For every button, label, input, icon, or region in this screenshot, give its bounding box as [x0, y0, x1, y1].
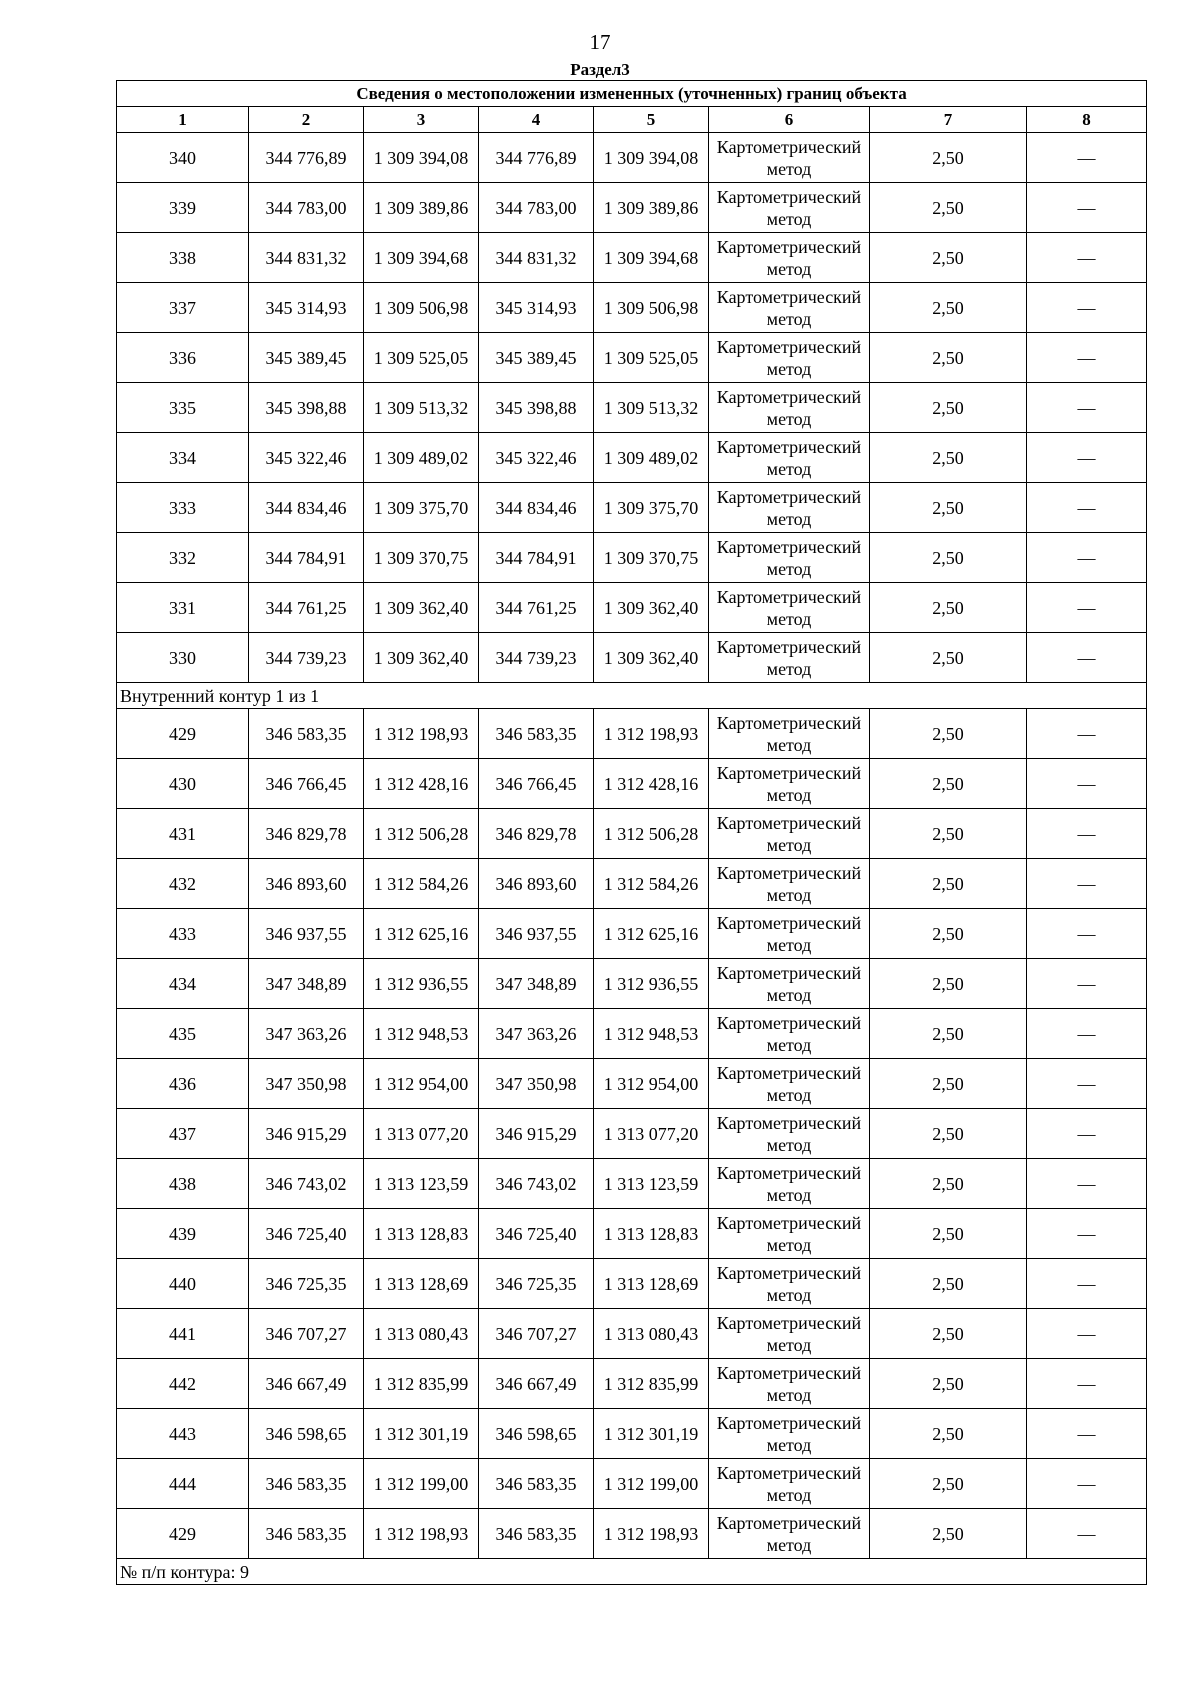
x-existing-cell: 346 915,29	[249, 1109, 364, 1159]
x-existing-cell: 346 829,78	[249, 809, 364, 859]
method-cell: Картометрический метод	[709, 1309, 870, 1359]
x-existing-cell: 345 398,88	[249, 383, 364, 433]
x-existing-cell: 344 783,00	[249, 183, 364, 233]
x-existing-cell: 347 363,26	[249, 1009, 364, 1059]
x-existing-cell: 344 761,25	[249, 583, 364, 633]
method-cell: Картометрический метод	[709, 183, 870, 233]
description-cell: —	[1027, 959, 1147, 1009]
accuracy-cell: 2,50	[870, 759, 1027, 809]
table-row	[117, 283, 1147, 333]
y-existing-cell: 1 309 375,70	[364, 483, 479, 533]
accuracy-cell: 2,50	[870, 633, 1027, 683]
y-new-cell: 1 312 198,93	[594, 709, 709, 759]
y-existing-cell: 1 309 489,02	[364, 433, 479, 483]
x-new-cell: 345 398,88	[479, 383, 594, 433]
point-number-cell: 435	[117, 1009, 249, 1059]
accuracy-cell: 2,50	[870, 1459, 1027, 1509]
point-number-cell: 332	[117, 533, 249, 583]
x-new-cell: 344 761,25	[479, 583, 594, 633]
description-cell: —	[1027, 1159, 1147, 1209]
x-existing-cell: 346 583,35	[249, 709, 364, 759]
table-row	[117, 533, 1147, 583]
description-cell: —	[1027, 583, 1147, 633]
table-row	[117, 483, 1147, 533]
method-cell: Картометрический метод	[709, 1159, 870, 1209]
accuracy-cell: 2,50	[870, 1409, 1027, 1459]
x-new-cell: 346 583,35	[479, 709, 594, 759]
y-new-cell: 1 313 123,59	[594, 1159, 709, 1209]
point-number-cell: 431	[117, 809, 249, 859]
point-number-cell: 434	[117, 959, 249, 1009]
x-new-cell: 346 915,29	[479, 1109, 594, 1159]
column-number: 3	[364, 107, 479, 133]
description-cell: —	[1027, 1309, 1147, 1359]
y-new-cell: 1 313 128,83	[594, 1209, 709, 1259]
x-existing-cell: 346 725,35	[249, 1259, 364, 1309]
y-new-cell: 1 309 506,98	[594, 283, 709, 333]
x-new-cell: 345 322,46	[479, 433, 594, 483]
point-number-cell: 333	[117, 483, 249, 533]
x-new-cell: 344 739,23	[479, 633, 594, 683]
point-number-cell: 429	[117, 709, 249, 759]
method-cell: Картометрический метод	[709, 283, 870, 333]
method-cell: Картометрический метод	[709, 1459, 870, 1509]
x-existing-cell: 346 725,40	[249, 1209, 364, 1259]
x-new-cell: 346 743,02	[479, 1159, 594, 1209]
table-body	[117, 133, 1147, 1559]
y-new-cell: 1 312 948,53	[594, 1009, 709, 1059]
accuracy-cell: 2,50	[870, 909, 1027, 959]
point-number-cell: 335	[117, 383, 249, 433]
x-new-cell: 345 389,45	[479, 333, 594, 383]
y-new-cell: 1 309 370,75	[594, 533, 709, 583]
y-new-cell: 1 309 394,08	[594, 133, 709, 183]
point-number-cell: 337	[117, 283, 249, 333]
x-new-cell: 345 314,93	[479, 283, 594, 333]
x-existing-cell: 345 322,46	[249, 433, 364, 483]
method-cell: Картометрический метод	[709, 633, 870, 683]
x-new-cell: 347 350,98	[479, 1059, 594, 1109]
description-cell: —	[1027, 709, 1147, 759]
method-cell: Картометрический метод	[709, 959, 870, 1009]
table-row	[117, 809, 1147, 859]
table-row	[117, 1209, 1147, 1259]
method-cell: Картометрический метод	[709, 709, 870, 759]
description-cell: —	[1027, 133, 1147, 183]
description-cell: —	[1027, 1259, 1147, 1309]
y-new-cell: 1 313 128,69	[594, 1259, 709, 1309]
x-existing-cell: 345 314,93	[249, 283, 364, 333]
point-number-cell: 437	[117, 1109, 249, 1159]
x-existing-cell: 347 350,98	[249, 1059, 364, 1109]
y-existing-cell: 1 312 428,16	[364, 759, 479, 809]
method-cell: Картометрический метод	[709, 859, 870, 909]
x-existing-cell: 346 893,60	[249, 859, 364, 909]
point-number-cell: 338	[117, 233, 249, 283]
x-existing-cell: 345 389,45	[249, 333, 364, 383]
accuracy-cell: 2,50	[870, 1159, 1027, 1209]
method-cell: Картометрический метод	[709, 1359, 870, 1409]
accuracy-cell: 2,50	[870, 1359, 1027, 1409]
accuracy-cell: 2,50	[870, 859, 1027, 909]
y-new-cell: 1 312 954,00	[594, 1059, 709, 1109]
x-new-cell: 344 834,46	[479, 483, 594, 533]
y-new-cell: 1 312 301,19	[594, 1409, 709, 1459]
y-new-cell: 1 312 199,00	[594, 1459, 709, 1509]
y-new-cell: 1 309 513,32	[594, 383, 709, 433]
y-existing-cell: 1 312 199,00	[364, 1459, 479, 1509]
y-existing-cell: 1 309 394,08	[364, 133, 479, 183]
y-new-cell: 1 309 525,05	[594, 333, 709, 383]
accuracy-cell: 2,50	[870, 233, 1027, 283]
y-new-cell: 1 312 198,93	[594, 1509, 709, 1559]
x-new-cell: 346 766,45	[479, 759, 594, 809]
y-new-cell: 1 312 835,99	[594, 1359, 709, 1409]
x-new-cell: 344 783,00	[479, 183, 594, 233]
method-cell: Картометрический метод	[709, 483, 870, 533]
description-cell: —	[1027, 433, 1147, 483]
x-existing-cell: 346 667,49	[249, 1359, 364, 1409]
x-new-cell: 347 348,89	[479, 959, 594, 1009]
x-new-cell: 346 725,40	[479, 1209, 594, 1259]
x-existing-cell: 347 348,89	[249, 959, 364, 1009]
accuracy-cell: 2,50	[870, 183, 1027, 233]
y-existing-cell: 1 313 128,83	[364, 1209, 479, 1259]
x-existing-cell: 346 598,65	[249, 1409, 364, 1459]
x-new-cell: 346 725,35	[479, 1259, 594, 1309]
point-number-cell: 439	[117, 1209, 249, 1259]
x-existing-cell: 346 707,27	[249, 1309, 364, 1359]
point-number-cell: 440	[117, 1259, 249, 1309]
method-cell: Картометрический метод	[709, 809, 870, 859]
point-number-cell: 340	[117, 133, 249, 183]
y-new-cell: 1 309 362,40	[594, 583, 709, 633]
table-row	[117, 633, 1147, 683]
x-existing-cell: 344 739,23	[249, 633, 364, 683]
description-cell: —	[1027, 1509, 1147, 1559]
point-number-cell: 433	[117, 909, 249, 959]
method-cell: Картометрический метод	[709, 533, 870, 583]
y-new-cell: 1 309 362,40	[594, 633, 709, 683]
y-new-cell: 1 309 375,70	[594, 483, 709, 533]
point-number-cell: 442	[117, 1359, 249, 1409]
description-cell: —	[1027, 1409, 1147, 1459]
table-row	[117, 133, 1147, 183]
method-cell: Картометрический метод	[709, 1009, 870, 1059]
method-cell: Картометрический метод	[709, 233, 870, 283]
point-number-cell: 436	[117, 1059, 249, 1109]
description-cell: —	[1027, 1359, 1147, 1409]
x-existing-cell: 346 583,35	[249, 1459, 364, 1509]
method-cell: Картометрический метод	[709, 1209, 870, 1259]
accuracy-cell: 2,50	[870, 1059, 1027, 1109]
x-new-cell: 346 829,78	[479, 809, 594, 859]
y-existing-cell: 1 312 954,00	[364, 1059, 479, 1109]
y-existing-cell: 1 313 123,59	[364, 1159, 479, 1209]
point-number-cell: 334	[117, 433, 249, 483]
method-cell: Картометрический метод	[709, 759, 870, 809]
point-number-cell: 331	[117, 583, 249, 633]
accuracy-cell: 2,50	[870, 959, 1027, 1009]
description-cell: —	[1027, 633, 1147, 683]
table-row	[117, 1409, 1147, 1459]
accuracy-cell: 2,50	[870, 1309, 1027, 1359]
table-row	[117, 1009, 1147, 1059]
method-cell: Картометрический метод	[709, 333, 870, 383]
point-number-cell: 429	[117, 1509, 249, 1559]
y-existing-cell: 1 309 506,98	[364, 283, 479, 333]
table-row	[117, 1159, 1147, 1209]
y-existing-cell: 1 309 394,68	[364, 233, 479, 283]
description-cell: —	[1027, 1009, 1147, 1059]
accuracy-cell: 2,50	[870, 1209, 1027, 1259]
description-cell: —	[1027, 183, 1147, 233]
method-cell: Картометрический метод	[709, 433, 870, 483]
x-new-cell: 346 598,65	[479, 1409, 594, 1459]
table-row	[117, 1059, 1147, 1109]
x-existing-cell: 346 937,55	[249, 909, 364, 959]
page-number: 17	[589, 30, 611, 54]
table-row	[117, 859, 1147, 909]
y-new-cell: 1 309 389,86	[594, 183, 709, 233]
y-new-cell: 1 313 077,20	[594, 1109, 709, 1159]
accuracy-cell: 2,50	[870, 283, 1027, 333]
y-existing-cell: 1 309 370,75	[364, 533, 479, 583]
y-new-cell: 1 309 489,02	[594, 433, 709, 483]
x-new-cell: 346 583,35	[479, 1459, 594, 1509]
column-number-row	[117, 107, 1147, 133]
method-cell: Картометрический метод	[709, 583, 870, 633]
description-cell: —	[1027, 909, 1147, 959]
table-row	[117, 959, 1147, 1009]
y-existing-cell: 1 309 525,05	[364, 333, 479, 383]
y-new-cell: 1 312 936,55	[594, 959, 709, 1009]
accuracy-cell: 2,50	[870, 383, 1027, 433]
x-new-cell: 346 937,55	[479, 909, 594, 959]
y-new-cell: 1 309 394,68	[594, 233, 709, 283]
y-new-cell: 1 312 625,16	[594, 909, 709, 959]
method-cell: Картометрический метод	[709, 1109, 870, 1159]
contour-heading-row	[117, 683, 1147, 709]
description-cell: —	[1027, 333, 1147, 383]
y-existing-cell: 1 313 080,43	[364, 1309, 479, 1359]
contour-heading: Внутренний контур 1 из 1	[117, 683, 1147, 709]
y-new-cell: 1 312 584,26	[594, 859, 709, 909]
method-cell: Картометрический метод	[709, 133, 870, 183]
table-row	[117, 233, 1147, 283]
method-cell: Картометрический метод	[709, 909, 870, 959]
accuracy-cell: 2,50	[870, 1509, 1027, 1559]
method-cell: Картометрический метод	[709, 1059, 870, 1109]
point-number-cell: 441	[117, 1309, 249, 1359]
x-existing-cell: 346 583,35	[249, 1509, 364, 1559]
x-new-cell: 346 583,35	[479, 1509, 594, 1559]
table-row	[117, 759, 1147, 809]
table-row	[117, 1459, 1147, 1509]
method-cell: Картометрический метод	[709, 1259, 870, 1309]
point-number-cell: 444	[117, 1459, 249, 1509]
table-caption: Сведения о местоположении измененных (уточненных) границ объекта	[117, 81, 1147, 107]
x-existing-cell: 346 743,02	[249, 1159, 364, 1209]
y-existing-cell: 1 312 936,55	[364, 959, 479, 1009]
table-row	[117, 333, 1147, 383]
method-cell: Картометрический метод	[709, 1509, 870, 1559]
description-cell: —	[1027, 759, 1147, 809]
accuracy-cell: 2,50	[870, 583, 1027, 633]
table-row	[117, 1359, 1147, 1409]
y-existing-cell: 1 312 948,53	[364, 1009, 479, 1059]
description-cell: —	[1027, 233, 1147, 283]
y-existing-cell: 1 312 506,28	[364, 809, 479, 859]
y-existing-cell: 1 313 128,69	[364, 1259, 479, 1309]
method-cell: Картометрический метод	[709, 1409, 870, 1459]
y-new-cell: 1 313 080,43	[594, 1309, 709, 1359]
description-cell: —	[1027, 483, 1147, 533]
table-row	[117, 583, 1147, 633]
table-row	[117, 1109, 1147, 1159]
point-number-cell: 336	[117, 333, 249, 383]
table-row	[117, 1309, 1147, 1359]
x-new-cell: 347 363,26	[479, 1009, 594, 1059]
description-cell: —	[1027, 1459, 1147, 1509]
point-number-cell: 432	[117, 859, 249, 909]
column-number: 6	[709, 107, 870, 133]
x-new-cell: 344 831,32	[479, 233, 594, 283]
table-row	[117, 383, 1147, 433]
x-new-cell: 344 776,89	[479, 133, 594, 183]
accuracy-cell: 2,50	[870, 133, 1027, 183]
x-existing-cell: 344 831,32	[249, 233, 364, 283]
table-row	[117, 909, 1147, 959]
x-existing-cell: 344 776,89	[249, 133, 364, 183]
description-cell: —	[1027, 533, 1147, 583]
accuracy-cell: 2,50	[870, 1259, 1027, 1309]
x-new-cell: 346 893,60	[479, 859, 594, 909]
description-cell: —	[1027, 1059, 1147, 1109]
y-existing-cell: 1 312 198,93	[364, 1509, 479, 1559]
column-number: 1	[117, 107, 249, 133]
table-row	[117, 709, 1147, 759]
accuracy-cell: 2,50	[870, 433, 1027, 483]
method-cell: Картометрический метод	[709, 383, 870, 433]
accuracy-cell: 2,50	[870, 1009, 1027, 1059]
x-existing-cell: 346 766,45	[249, 759, 364, 809]
column-number: 4	[479, 107, 594, 133]
description-cell: —	[1027, 283, 1147, 333]
accuracy-cell: 2,50	[870, 483, 1027, 533]
y-existing-cell: 1 312 198,93	[364, 709, 479, 759]
y-new-cell: 1 312 428,16	[594, 759, 709, 809]
table-row	[117, 1509, 1147, 1559]
column-number: 2	[249, 107, 364, 133]
y-existing-cell: 1 312 625,16	[364, 909, 479, 959]
description-cell: —	[1027, 859, 1147, 909]
point-number-cell: 443	[117, 1409, 249, 1459]
table-row	[117, 433, 1147, 483]
accuracy-cell: 2,50	[870, 533, 1027, 583]
description-cell: —	[1027, 809, 1147, 859]
point-number-cell: 330	[117, 633, 249, 683]
description-cell: —	[1027, 1209, 1147, 1259]
table-row	[117, 183, 1147, 233]
y-existing-cell: 1 312 301,19	[364, 1409, 479, 1459]
x-new-cell: 346 707,27	[479, 1309, 594, 1359]
column-number: 5	[594, 107, 709, 133]
y-existing-cell: 1 312 835,99	[364, 1359, 479, 1409]
x-existing-cell: 344 834,46	[249, 483, 364, 533]
point-number-cell: 339	[117, 183, 249, 233]
point-number-cell: 430	[117, 759, 249, 809]
y-existing-cell: 1 313 077,20	[364, 1109, 479, 1159]
y-existing-cell: 1 309 513,32	[364, 383, 479, 433]
y-new-cell: 1 312 506,28	[594, 809, 709, 859]
x-existing-cell: 344 784,91	[249, 533, 364, 583]
y-existing-cell: 1 309 389,86	[364, 183, 479, 233]
x-new-cell: 344 784,91	[479, 533, 594, 583]
y-existing-cell: 1 309 362,40	[364, 633, 479, 683]
y-existing-cell: 1 312 584,26	[364, 859, 479, 909]
accuracy-cell: 2,50	[870, 709, 1027, 759]
accuracy-cell: 2,50	[870, 1109, 1027, 1159]
column-number: 8	[1027, 107, 1147, 133]
accuracy-cell: 2,50	[870, 809, 1027, 859]
boundary-coordinates-table	[116, 80, 1147, 1585]
section-title: Раздел3	[570, 60, 630, 79]
accuracy-cell: 2,50	[870, 333, 1027, 383]
column-number: 7	[870, 107, 1027, 133]
point-number-cell: 438	[117, 1159, 249, 1209]
description-cell: —	[1027, 1109, 1147, 1159]
table-row	[117, 1259, 1147, 1309]
description-cell: —	[1027, 383, 1147, 433]
x-new-cell: 346 667,49	[479, 1359, 594, 1409]
y-existing-cell: 1 309 362,40	[364, 583, 479, 633]
contour-number-footer: № п/п контура: 9	[117, 1559, 1147, 1585]
